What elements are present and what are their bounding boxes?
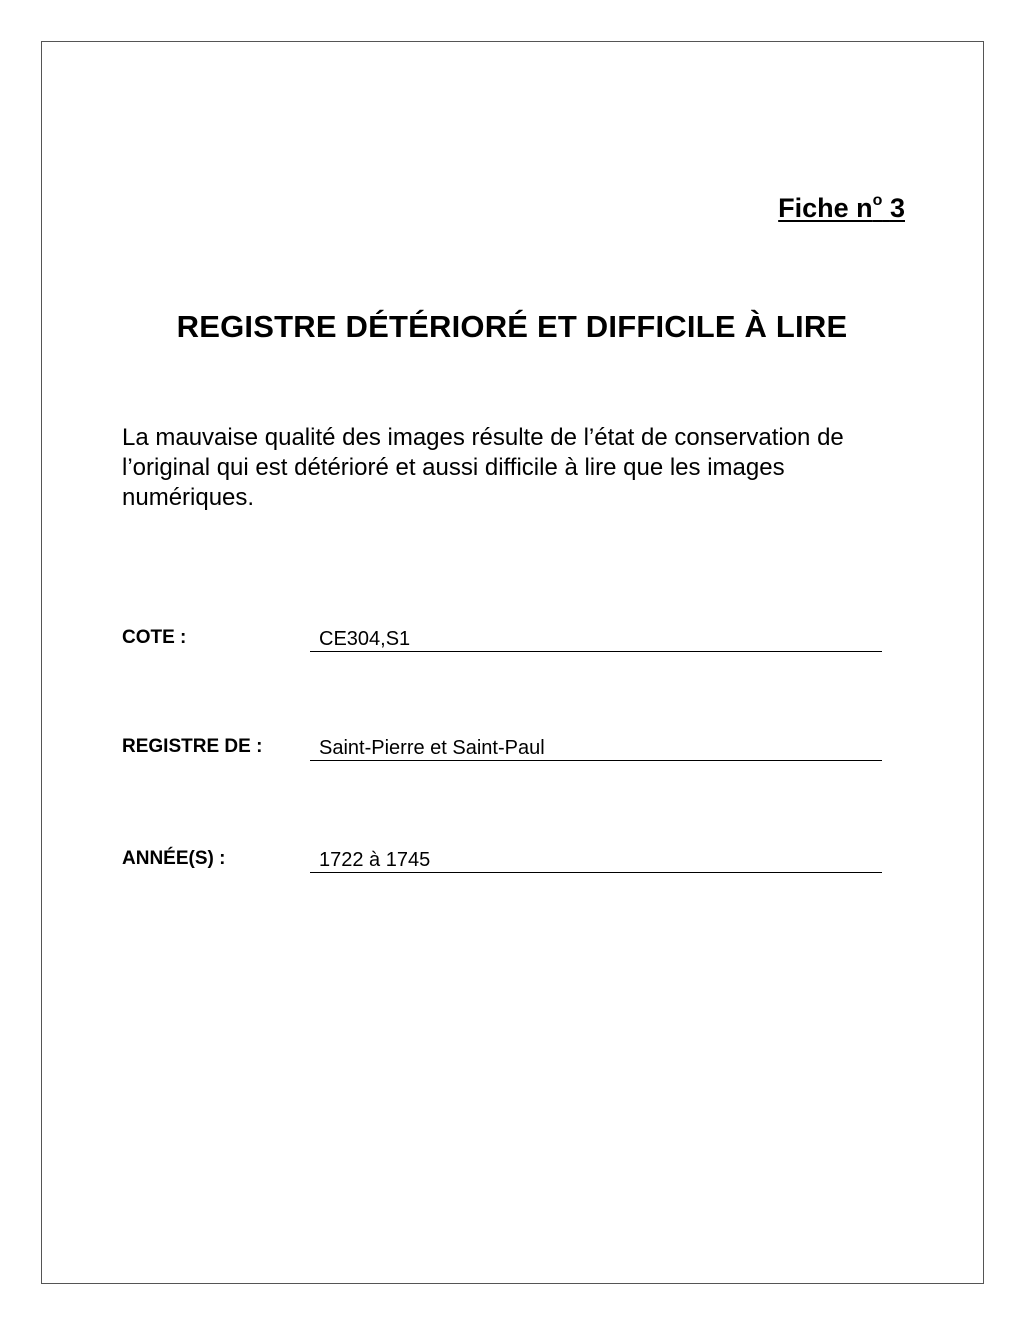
cote-value: CE304,S1 bbox=[310, 627, 882, 652]
annees-value: 1722 à 1745 bbox=[310, 848, 882, 873]
cote-label: COTE : bbox=[122, 627, 187, 648]
page-title: REGISTRE DÉTÉRIORÉ ET DIFFICILE À LIRE bbox=[176, 309, 848, 344]
fiche-label: Fiche n bbox=[778, 193, 873, 223]
annees-label: ANNÉE(S) : bbox=[122, 848, 226, 869]
fiche-number bbox=[778, 191, 905, 225]
fiche-number-value: 3 bbox=[889, 193, 905, 223]
description-text: La mauvaise qualité des images résulte de l’état de conservation de l’original qui est détérioré et aussi difficile à lire que les images numériques. bbox=[122, 424, 844, 511]
page-border bbox=[41, 41, 984, 1284]
fiche-number-superscript: o bbox=[872, 192, 883, 209]
registre-de-value: Saint-Pierre et Saint-Paul bbox=[310, 736, 882, 761]
registre-de-label: REGISTRE DE : bbox=[122, 736, 263, 757]
